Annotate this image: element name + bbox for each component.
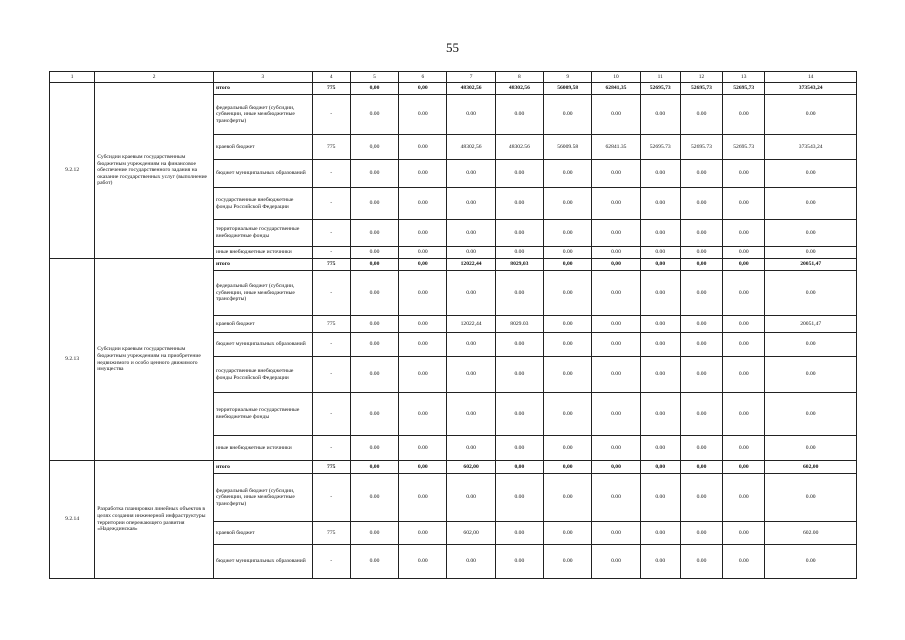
value-cell: 0.00	[447, 545, 495, 579]
value-cell: -	[312, 474, 350, 522]
value-cell: 0.00	[544, 271, 592, 316]
value-cell: 0.00	[680, 474, 722, 522]
value-cell: 0.00	[399, 271, 447, 316]
value-cell: 0.00	[640, 436, 680, 461]
value-cell: 0,00	[544, 259, 592, 271]
funding-source: итого	[214, 259, 313, 271]
value-cell: 0.00	[350, 316, 398, 333]
value-cell: 0.00	[544, 160, 592, 188]
value-cell: 0.00	[680, 333, 722, 357]
value-cell: 0.00	[723, 436, 765, 461]
value-cell: 0.00	[544, 522, 592, 545]
value-cell: 0,00	[399, 83, 447, 95]
funding-source: иные внебюджетные источники	[214, 247, 313, 259]
value-cell: 0.00	[640, 220, 680, 247]
value-cell: 0.00	[765, 247, 857, 259]
column-number-header: 4	[312, 72, 350, 83]
value-cell: 0.00	[680, 188, 722, 220]
value-cell: 0.00	[765, 474, 857, 522]
page-number: 55	[446, 40, 459, 55]
value-cell: 0,00	[640, 259, 680, 271]
value-cell: 0,00	[680, 259, 722, 271]
value-cell: 0.00	[350, 160, 398, 188]
value-cell: 0.00	[399, 247, 447, 259]
value-cell: 0,00	[592, 461, 640, 474]
value-cell: 0.00	[544, 316, 592, 333]
value-cell: -	[312, 247, 350, 259]
measure-name: Субсидии краевым государственным бюджетным учреждениям на финансовое обеспечение государственного задания на оказание государственных услуг (выполнение работ)	[95, 83, 214, 259]
value-cell: 0.00	[680, 316, 722, 333]
value-cell: 0.00	[350, 220, 398, 247]
value-cell: 775	[312, 522, 350, 545]
column-number-header: 7	[447, 72, 495, 83]
value-cell: 20051,47	[765, 316, 857, 333]
funding-source: бюджет муниципальных образований	[214, 160, 313, 188]
value-cell: 0.00	[350, 188, 398, 220]
value-cell: 48302,56	[447, 135, 495, 160]
budget-table	[49, 71, 857, 579]
value-cell: 0.00	[765, 271, 857, 316]
value-cell: 56009.58	[544, 135, 592, 160]
value-cell: 602,00	[765, 461, 857, 474]
value-cell: 0.00	[592, 220, 640, 247]
value-cell: 0.00	[592, 545, 640, 579]
value-cell: 0.00	[640, 188, 680, 220]
funding-source: иные внебюджетные источники	[214, 436, 313, 461]
value-cell: 0.00	[765, 95, 857, 135]
value-cell: 0.00	[592, 522, 640, 545]
value-cell: 0.00	[680, 95, 722, 135]
value-cell: 0.00	[350, 271, 398, 316]
header-row	[50, 72, 857, 83]
value-cell: 0.00	[399, 220, 447, 247]
value-cell: 0.00	[640, 393, 680, 436]
value-cell: 0.00	[544, 357, 592, 393]
funding-source: краевой бюджет	[214, 522, 313, 545]
value-cell: 0.00	[350, 474, 398, 522]
value-cell: 0.00	[399, 135, 447, 160]
value-cell: 0.00	[640, 357, 680, 393]
measure-code: 9.2.13	[50, 259, 95, 461]
value-cell: 0.00	[495, 271, 543, 316]
value-cell: 0.00	[765, 393, 857, 436]
value-cell: 0.00	[495, 357, 543, 393]
value-cell: 0.00	[544, 333, 592, 357]
value-cell: 0.00	[350, 545, 398, 579]
value-cell: 62841,35	[592, 83, 640, 95]
value-cell: 0.00	[723, 545, 765, 579]
value-cell: 12022,44	[447, 316, 495, 333]
value-cell: 0.00	[350, 95, 398, 135]
value-cell: 0,00	[544, 461, 592, 474]
funding-source: федеральный бюджет (субсидии, субвенции, иные межбюджетные трансферты)	[214, 271, 313, 316]
value-cell: 0.00	[640, 474, 680, 522]
value-cell: 0.00	[680, 545, 722, 579]
value-cell: 52695,73	[680, 83, 722, 95]
value-cell: 0,00	[723, 461, 765, 474]
value-cell: 0.00	[544, 436, 592, 461]
value-cell: 52695,73	[723, 83, 765, 95]
value-cell: 0.00	[723, 357, 765, 393]
value-cell: 0.00	[680, 160, 722, 188]
value-cell: 0.00	[447, 271, 495, 316]
funding-source: территориальные государственные внебюджетные фонды	[214, 220, 313, 247]
value-cell: 0.00	[592, 247, 640, 259]
value-cell: 0,00	[399, 259, 447, 271]
value-cell: 0.00	[350, 393, 398, 436]
funding-source: бюджет муниципальных образований	[214, 333, 313, 357]
value-cell: -	[312, 188, 350, 220]
value-cell: 602,00	[447, 461, 495, 474]
value-cell: 0,00	[592, 259, 640, 271]
value-cell: 775	[312, 316, 350, 333]
value-cell: 0.00	[350, 436, 398, 461]
funding-source: территориальные государственные внебюджетные фонды	[214, 393, 313, 436]
value-cell: 0.00	[350, 333, 398, 357]
column-number-header: 3	[214, 72, 313, 83]
value-cell: 0.00	[592, 393, 640, 436]
value-cell: 0.00	[680, 357, 722, 393]
value-cell: 0,00	[680, 461, 722, 474]
value-cell: 0.00	[495, 522, 543, 545]
value-cell: 0.00	[544, 95, 592, 135]
value-cell: 0.00	[544, 393, 592, 436]
column-number-header: 9	[544, 72, 592, 83]
value-cell: 602,00	[447, 522, 495, 545]
value-cell: -	[312, 333, 350, 357]
value-cell: 52695.73	[640, 135, 680, 160]
funding-source: итого	[214, 83, 313, 95]
value-cell: 62841.35	[592, 135, 640, 160]
measure-code: 9.2.14	[50, 461, 95, 579]
value-cell: 0.00	[640, 95, 680, 135]
value-cell: 0.00	[544, 545, 592, 579]
value-cell: 0.00	[592, 316, 640, 333]
value-cell: 0.00	[723, 95, 765, 135]
value-cell: 0.00	[544, 188, 592, 220]
value-cell: 0.00	[765, 160, 857, 188]
value-cell: 0.00	[592, 436, 640, 461]
value-cell: 0.00	[495, 247, 543, 259]
column-number-header: 5	[350, 72, 398, 83]
value-cell: 0.00	[399, 357, 447, 393]
column-number-header: 12	[680, 72, 722, 83]
funding-source: краевой бюджет	[214, 135, 313, 160]
value-cell: 0.00	[592, 160, 640, 188]
value-cell: 0.00	[680, 271, 722, 316]
value-cell: 48302,56	[447, 83, 495, 95]
value-cell: 8029,03	[495, 259, 543, 271]
value-cell: 0.00	[447, 474, 495, 522]
value-cell: 0.00	[640, 160, 680, 188]
value-cell: 0.00	[723, 522, 765, 545]
value-cell: 0.00	[765, 220, 857, 247]
measure-name: Разработка планировки линейных объектов в целях создания инженерной инфраструктуры территории опережающего развития «Надеждинская»	[95, 461, 214, 579]
value-cell: 0.00	[399, 188, 447, 220]
value-cell: -	[312, 545, 350, 579]
value-cell: 0.00	[765, 436, 857, 461]
value-cell: 775	[312, 83, 350, 95]
value-cell: 373543,24	[765, 83, 857, 95]
column-number-header: 10	[592, 72, 640, 83]
value-cell: 0.00	[447, 393, 495, 436]
value-cell: 0.00	[447, 357, 495, 393]
value-cell: 48302.56	[495, 135, 543, 160]
value-cell: 0.00	[447, 247, 495, 259]
value-cell: 0.00	[680, 247, 722, 259]
value-cell: -	[312, 95, 350, 135]
value-cell: 0.00	[495, 545, 543, 579]
value-cell: 0.00	[592, 271, 640, 316]
value-cell: 0.00	[640, 271, 680, 316]
value-cell: 0,00	[399, 461, 447, 474]
value-cell: 0.00	[680, 436, 722, 461]
value-cell: 0.00	[592, 357, 640, 393]
value-cell: 56009,58	[544, 83, 592, 95]
value-cell: 0.00	[495, 95, 543, 135]
column-number-header: 6	[399, 72, 447, 83]
value-cell: 0.00	[723, 333, 765, 357]
value-cell: 0,00	[350, 259, 398, 271]
value-cell: 0.00	[495, 393, 543, 436]
value-cell: 0.00	[399, 333, 447, 357]
value-cell: 52695.73	[680, 135, 722, 160]
value-cell: 775	[312, 461, 350, 474]
value-cell: -	[312, 436, 350, 461]
value-cell: 0.00	[680, 393, 722, 436]
value-cell: 0.00	[723, 474, 765, 522]
funding-source: федеральный бюджет (субсидии, субвенции, иные межбюджетные трансферты)	[214, 474, 313, 522]
value-cell: 0.00	[544, 220, 592, 247]
value-cell: 0.00	[399, 160, 447, 188]
value-cell: 0.00	[723, 316, 765, 333]
funding-source: государственные внебюджетные фонды Российской Федерации	[214, 188, 313, 220]
value-cell: 0.00	[723, 271, 765, 316]
value-cell: 48302,56	[495, 83, 543, 95]
value-cell: 602.00	[765, 522, 857, 545]
value-cell: 52695,73	[640, 83, 680, 95]
total-row	[50, 259, 857, 271]
value-cell: -	[312, 393, 350, 436]
value-cell: 0.00	[399, 522, 447, 545]
value-cell: 0,00	[495, 461, 543, 474]
value-cell: 0.00	[592, 188, 640, 220]
value-cell: 0.00	[640, 333, 680, 357]
value-cell: 0.00	[495, 436, 543, 461]
value-cell: 0,00	[350, 83, 398, 95]
column-number-header: 11	[640, 72, 680, 83]
value-cell: 0.00	[447, 436, 495, 461]
value-cell: -	[312, 271, 350, 316]
value-cell: 0.00	[447, 95, 495, 135]
value-cell: 8029.03	[495, 316, 543, 333]
value-cell: 775	[312, 259, 350, 271]
value-cell: 0.00	[399, 316, 447, 333]
value-cell: 0.00	[544, 247, 592, 259]
value-cell: 0.00	[399, 393, 447, 436]
value-cell: 0.00	[350, 357, 398, 393]
funding-source: итого	[214, 461, 313, 474]
column-number-header: 14	[765, 72, 857, 83]
value-cell: 0.00	[640, 522, 680, 545]
measure-name: Субсидии краевым государственным бюджетным учреждениям на приобретение недвижимого и особо ценного движимого имущества	[95, 259, 214, 461]
value-cell: 373543,24	[765, 135, 857, 160]
value-cell: 0.00	[399, 436, 447, 461]
value-cell: 0,00	[350, 461, 398, 474]
funding-source: государственные внебюджетные фонды Российской Федерации	[214, 357, 313, 393]
value-cell: 0.00	[447, 333, 495, 357]
value-cell: 0.00	[723, 188, 765, 220]
value-cell: 0.00	[765, 188, 857, 220]
value-cell: 0.00	[495, 474, 543, 522]
value-cell: 0.00	[680, 522, 722, 545]
value-cell: 0.00	[723, 160, 765, 188]
value-cell: -	[312, 357, 350, 393]
value-cell: 0.00	[640, 545, 680, 579]
value-cell: 0.00	[447, 160, 495, 188]
value-cell: 0.00	[640, 247, 680, 259]
value-cell: 0.00	[544, 474, 592, 522]
value-cell: 0.00	[592, 333, 640, 357]
value-cell: 52695.73	[723, 135, 765, 160]
value-cell: 0,00	[350, 135, 398, 160]
value-cell: -	[312, 220, 350, 247]
value-cell: 0.00	[350, 247, 398, 259]
value-cell: 0,00	[640, 461, 680, 474]
value-cell: 0.00	[399, 474, 447, 522]
column-number-header: 13	[723, 72, 765, 83]
column-number-header: 1	[50, 72, 95, 83]
value-cell: 0.00	[447, 220, 495, 247]
value-cell: 0.00	[495, 333, 543, 357]
value-cell: 0.00	[723, 247, 765, 259]
value-cell: 0.00	[592, 474, 640, 522]
value-cell: 0.00	[399, 545, 447, 579]
total-row	[50, 461, 857, 474]
value-cell: 0.00	[495, 160, 543, 188]
value-cell: 0.00	[495, 188, 543, 220]
value-cell: 0.00	[495, 220, 543, 247]
funding-source: бюджет муниципальных образований	[214, 545, 313, 579]
value-cell: 0.00	[765, 333, 857, 357]
value-cell: 0.00	[592, 95, 640, 135]
value-cell: 0,00	[723, 259, 765, 271]
value-cell: 0.00	[723, 220, 765, 247]
total-row	[50, 83, 857, 95]
value-cell: 0.00	[350, 522, 398, 545]
value-cell: -	[312, 160, 350, 188]
value-cell: 0.00	[399, 95, 447, 135]
value-cell: 0.00	[640, 316, 680, 333]
column-number-header: 8	[495, 72, 543, 83]
value-cell: 20051,47	[765, 259, 857, 271]
funding-source: федеральный бюджет (субсидии, субвенции, иные межбюджетные трансферты)	[214, 95, 313, 135]
value-cell: 12022,44	[447, 259, 495, 271]
measure-code: 9.2.12	[50, 83, 95, 259]
budget-table-container	[49, 71, 857, 579]
value-cell: 775	[312, 135, 350, 160]
value-cell: 0.00	[765, 545, 857, 579]
column-number-header: 2	[95, 72, 214, 83]
value-cell: 0.00	[723, 393, 765, 436]
funding-source: краевой бюджет	[214, 316, 313, 333]
value-cell: 0.00	[765, 357, 857, 393]
value-cell: 0.00	[447, 188, 495, 220]
value-cell: 0.00	[680, 220, 722, 247]
